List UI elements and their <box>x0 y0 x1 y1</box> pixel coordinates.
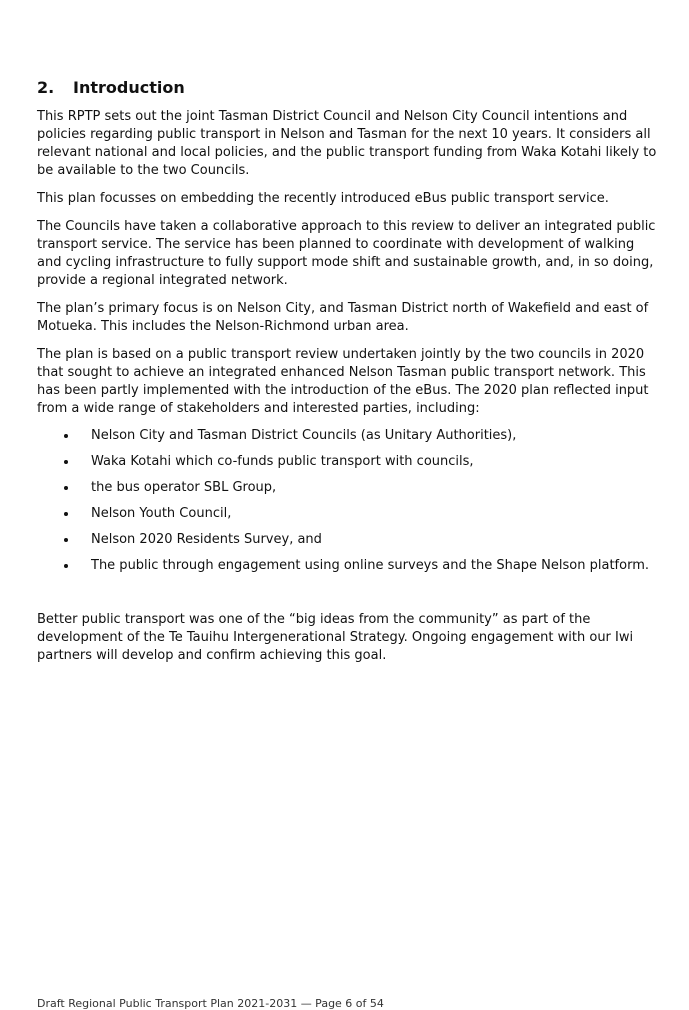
section-heading <box>37 78 185 98</box>
list-item: Nelson Youth Council, <box>37 505 657 531</box>
paragraph-intro: This RPTP sets out the joint Tasman District Council and Nelson City Council intentions and policies regarding public transport in Nelson and Tasman for the next 10 years. It considers all relevant national and local policies, and the public transport funding from Waka Kotahi likely to be available to the two Councils. <box>37 109 657 178</box>
bullet-icon <box>64 434 68 438</box>
list-item: Nelson 2020 Residents Survey, and <box>37 531 657 557</box>
bullet-icon <box>64 460 68 464</box>
bullet-icon <box>64 538 68 542</box>
paragraph-focus: The plan’s primary focus is on Nelson City, and Tasman District north of Wakefield and east of Motueka. This includes the Nelson-Richmond urban area. <box>37 301 649 334</box>
stakeholder-list <box>37 427 657 583</box>
list-item: The public through engagement using online surveys and the Shape Nelson platform. <box>37 557 657 583</box>
bullet-icon <box>64 512 68 516</box>
list-item: the bus operator SBL Group, <box>37 479 657 505</box>
section-title: Introduction <box>73 78 185 97</box>
bullet-icon <box>64 486 68 490</box>
paragraph-collaborative: The Councils have taken a collaborative approach to this review to deliver an integrated public transport service. The service has been planned to coordinate with development of walking and cycling infrastructure to fully support mode shift and sustainable growth, and, in so doing, provide a regional integrated network. <box>37 219 656 288</box>
bullet-icon <box>64 564 68 568</box>
paragraph-review: The plan is based on a public transport review undertaken jointly by the two councils in 2020 that sought to achieve an integrated enhanced Nelson Tasman public transport network. This has been partly implemented with the introduction of the eBus. The 2020 plan reflected input from a wide range of stakeholders and interested parties, including: <box>37 347 649 416</box>
paragraph-closing: Better public transport was one of the “big ideas from the community” as part of the development of the Te Tauihu Intergenerational Strategy. Ongoing engagement with our Iwi partners will develop and confirm achieving this goal. <box>37 612 634 663</box>
page-footer: Draft Regional Public Transport Plan 2021-2031 — Page 6 of 54 <box>37 997 384 1010</box>
list-item: Waka Kotahi which co-funds public transport with councils, <box>37 453 657 479</box>
list-item: Nelson City and Tasman District Councils (as Unitary Authorities), <box>37 427 657 453</box>
section-number: 2. <box>37 78 55 97</box>
paragraph-ebus: This plan focusses on embedding the recently introduced eBus public transport service. <box>37 191 609 206</box>
